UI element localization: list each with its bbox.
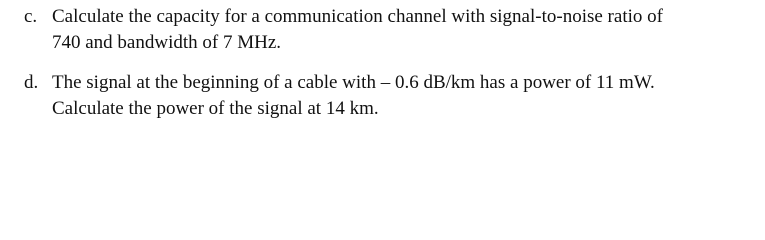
question-d-text-1: The signal at the beginning of a cable with – 0.6 dB/km has a power of 11 mW. (52, 72, 655, 93)
question-c-line-1 (24, 4, 754, 30)
question-c-marker: c. (24, 6, 38, 27)
question-d-text-2: Calculate the power of the signal at 14 km. (52, 98, 379, 119)
question-c (24, 4, 754, 56)
question-d (24, 70, 754, 122)
question-d-marker: d. (24, 72, 39, 93)
question-c-text-2: 740 and bandwidth of 7 MHz. (52, 32, 282, 53)
question-c-text-1: Calculate the capacity for a communication channel with signal-to-noise ratio of (52, 6, 663, 27)
question-d-line-1 (24, 70, 754, 96)
